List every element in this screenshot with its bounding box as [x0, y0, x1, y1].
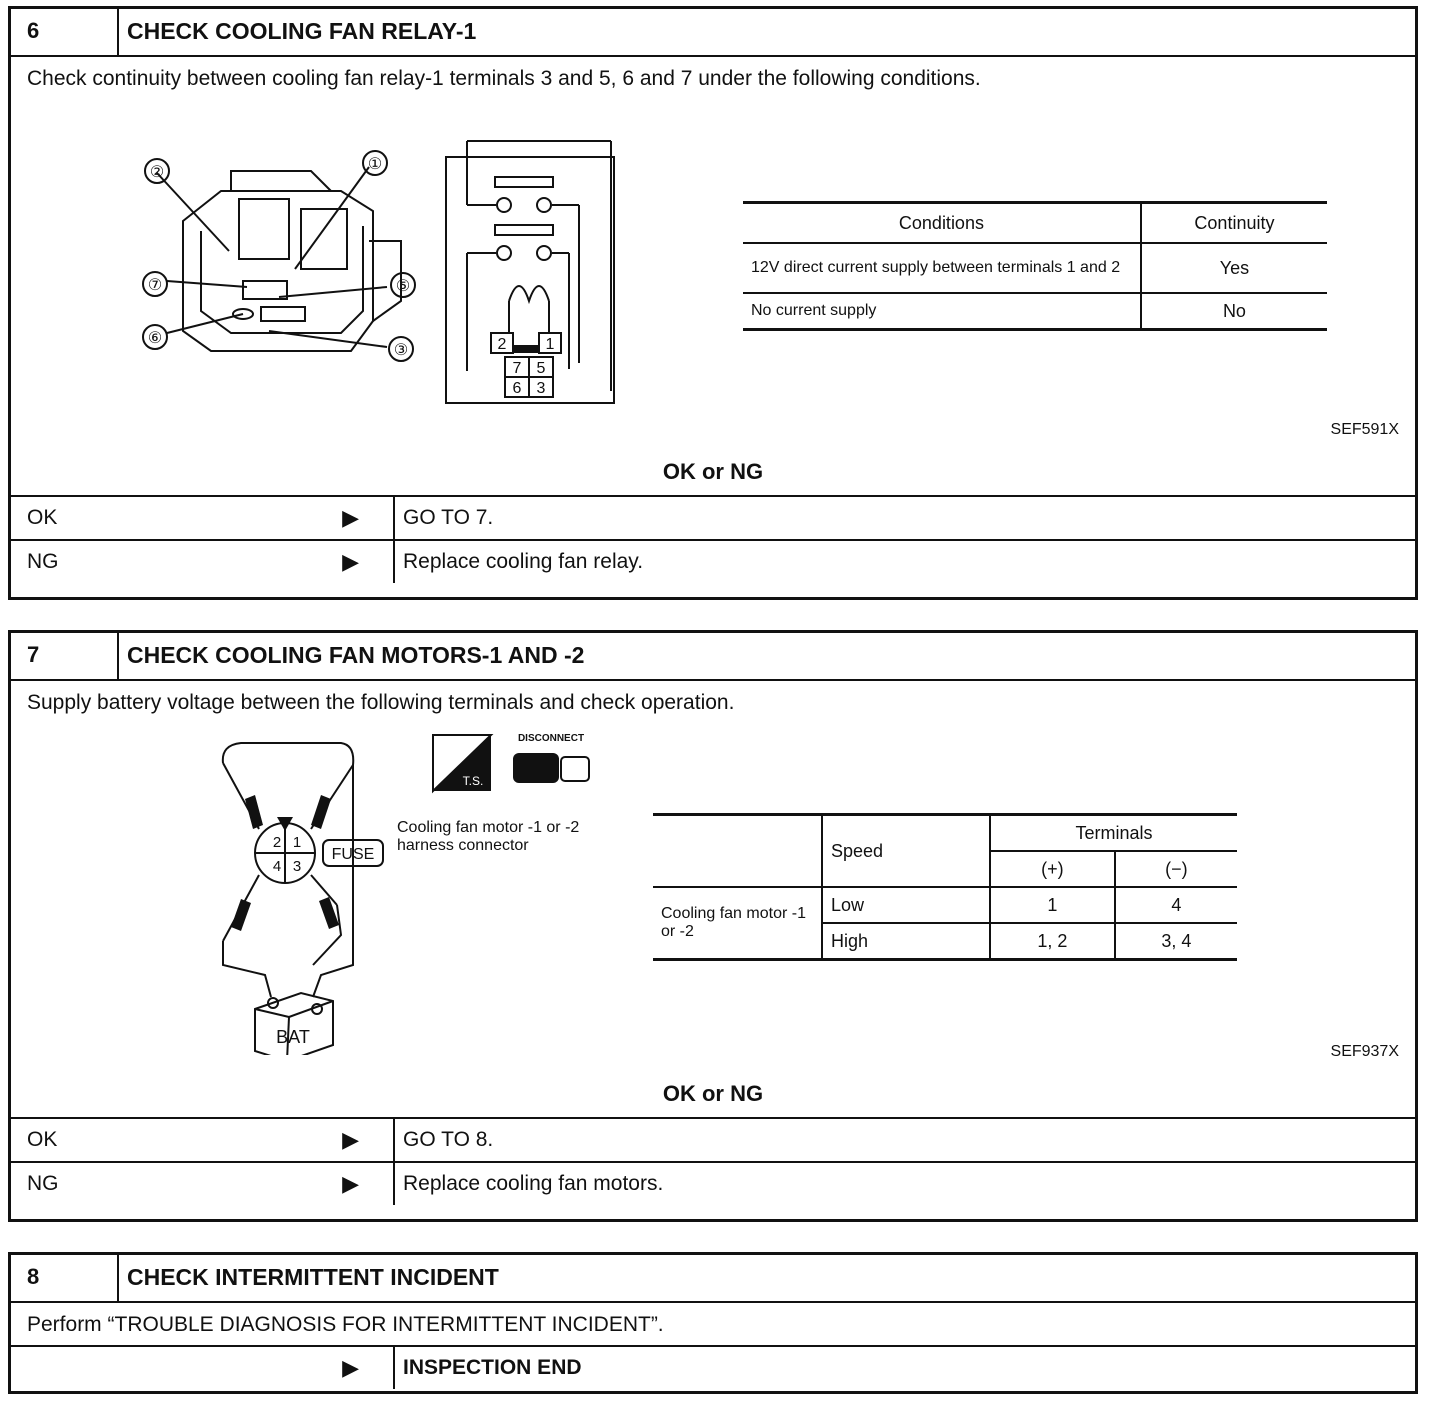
step-8-number: 8 [11, 1255, 119, 1301]
arrow-icon: ▶ [342, 549, 359, 574]
continuity-cell: Yes [1219, 257, 1250, 278]
step-6-description: Check continuity between cooling fan relay-1 terminals 3 and 5, 6 and 7 under the following conditions. [27, 67, 981, 90]
speed-header: Speed [822, 815, 990, 888]
arrow-icon: ▶ [342, 1171, 359, 1196]
table-row [743, 293, 1327, 330]
arrow-icon: ▶ [342, 505, 359, 530]
condition-cell: No current supply [743, 293, 1141, 330]
motor-terminal-table [653, 813, 1237, 961]
table-row [743, 243, 1327, 293]
result-action: Replace cooling fan motors. [403, 1172, 664, 1195]
callout-5: ⑤ [395, 278, 411, 295]
step-7-number: 7 [11, 633, 119, 679]
step-7-header [11, 633, 1415, 681]
terminal-2: 2 [497, 336, 507, 353]
minus-cell: 3, 4 [1161, 930, 1192, 951]
relay-drawing [111, 101, 751, 431]
relay-continuity-table [743, 201, 1327, 331]
battery-label: BAT [276, 1027, 310, 1047]
result-key: NG [27, 550, 59, 573]
result-action: INSPECTION END [403, 1356, 582, 1379]
motor-figure [11, 715, 1415, 1081]
step-8-title: CHECK INTERMITTENT INCIDENT [127, 1264, 499, 1290]
step-8-section [8, 1252, 1418, 1394]
step-6-number: 6 [11, 9, 119, 55]
result-action: Replace cooling fan relay. [403, 550, 644, 573]
result-row-ok [11, 1117, 1415, 1161]
arrow-icon: ▶ [342, 1355, 359, 1380]
ok-ng-label: OK or NG [662, 459, 764, 484]
plus-cell: 1, 2 [990, 923, 1115, 960]
minus-cell: 4 [1171, 894, 1182, 915]
pin-1: 1 [292, 834, 302, 851]
callout-2: ② [149, 164, 165, 181]
table-row [653, 887, 1237, 923]
step-8-header [11, 1255, 1415, 1303]
result-action: GO TO 8. [403, 1128, 494, 1151]
disconnect-label: DISCONNECT [517, 733, 585, 744]
conditions-header: Conditions [743, 203, 1141, 244]
plus-header: (+) [990, 851, 1115, 887]
callout-3: ③ [393, 342, 409, 359]
fuse-label: FUSE [331, 846, 375, 863]
terminal-6: 6 [512, 380, 522, 397]
ok-ng-label: OK or NG [662, 1081, 764, 1106]
continuity-cell: No [1222, 300, 1246, 321]
speed-cell: Low [822, 887, 990, 923]
pin-4: 4 [272, 858, 282, 875]
terminal-1: 1 [545, 336, 555, 353]
step-6-header [11, 9, 1415, 57]
result-row-ng [11, 539, 1415, 583]
terminals-header: Terminals [990, 815, 1237, 852]
condition-cell: 12V direct current supply between terminals 1 and 2 [743, 243, 1141, 293]
figure-id: SEF937X [1330, 1043, 1399, 1060]
step-6-title: CHECK COOLING FAN RELAY-1 [127, 18, 477, 44]
pin-2: 2 [272, 834, 282, 851]
result-row-ng [11, 1161, 1415, 1205]
callout-1: ① [367, 156, 383, 173]
connector-caption: Cooling fan motor -1 or -2 harness connector [397, 819, 580, 854]
speed-cell: High [822, 923, 990, 960]
callout-7: ⑦ [147, 277, 163, 294]
figure-id: SEF591X [1330, 421, 1399, 438]
result-key: OK [27, 1128, 58, 1151]
step-7-description: Supply battery voltage between the following terminals and check operation. [27, 691, 735, 714]
pin-3: 3 [292, 858, 302, 875]
result-key: OK [27, 506, 58, 529]
step-6-section [8, 6, 1418, 600]
step-8-description: Perform “TROUBLE DIAGNOSIS FOR INTERMITTENT INCIDENT”. [27, 1313, 664, 1336]
terminal-3: 3 [536, 380, 546, 397]
result-key: NG [27, 1172, 59, 1195]
relay-figure [11, 91, 1415, 459]
result-action: GO TO 7. [403, 506, 494, 529]
arrow-icon: ▶ [342, 1127, 359, 1152]
continuity-header: Continuity [1194, 212, 1275, 233]
step-7-title: CHECK COOLING FAN MOTORS-1 AND -2 [127, 642, 585, 668]
minus-header: (−) [1165, 858, 1188, 879]
terminal-7: 7 [512, 360, 522, 377]
plus-cell: 1 [990, 887, 1115, 923]
result-row-ok [11, 495, 1415, 539]
terminal-5: 5 [536, 360, 546, 377]
step-7-section [8, 630, 1418, 1222]
component-cell: Cooling fan motor -1 or -2 [653, 887, 822, 960]
callout-6: ⑥ [147, 330, 163, 347]
result-row-end [11, 1345, 1415, 1389]
ts-label: T.S. [462, 774, 484, 788]
